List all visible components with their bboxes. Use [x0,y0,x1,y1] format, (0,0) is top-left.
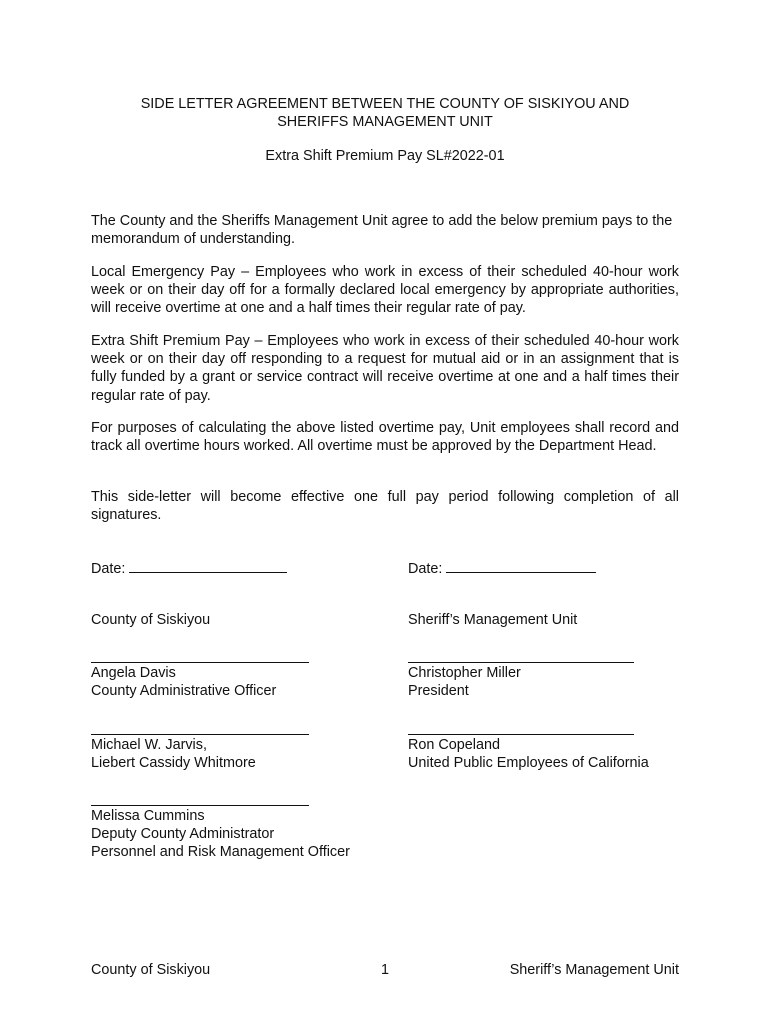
paragraph-overtime-tracking: For purposes of calculating the above listed overtime pay, Unit employees shall record and track all overtime hours worked. All overtime must be approved by the Department Head. [91,420,679,455]
right-date-field [408,558,596,578]
left-date-field [91,558,287,578]
signature-line [91,734,309,735]
paragraph-intro: The County and the Sheriffs Management Unit agree to add the below premium pays to the memorandum of understanding. [91,213,673,248]
signature-line [91,662,309,663]
signer-title: President [408,683,469,699]
title-line-1: SIDE LETTER AGREEMENT BETWEEN THE COUNTY OF SISKIYOU AND [140,96,630,112]
signer-name: Michael W. Jarvis, [91,737,207,753]
signer-name: Christopher Miller [408,665,521,681]
right-date-label: Date: [408,561,443,577]
signer-name: Angela Davis [91,665,176,681]
document-subtitle: Extra Shift Premium Pay SL#2022-01 [265,148,505,164]
signer-title: County Administrative Officer [91,683,277,699]
signer-title: Liebert Cassidy Whitmore [91,755,256,771]
right-date-blank [446,558,596,573]
signature-line [91,805,309,806]
paragraph-effective-date: This side-letter will become effective one full pay period following completion of all signatures. [91,489,679,524]
right-party-name: Sheriff’s Management Unit [408,612,578,628]
signature-line [408,662,634,663]
paragraph-extra-shift-premium-pay: Extra Shift Premium Pay – Employees who work in excess of their scheduled 40-hour work week or on their day off responding to a request for mutual aid or in an assignment that is fully funded by a grant or service contract will receive overtime at one and a half times their regular rate of pay. [91,333,679,404]
signer-title: United Public Employees of California [408,755,649,771]
left-date-label: Date: [91,561,126,577]
left-date-blank [129,558,287,573]
left-party-name: County of Siskiyou [91,612,211,628]
paragraph-local-emergency-pay: Local Emergency Pay – Employees who work in excess of their scheduled 40-hour work week or on their day off for a formally declared local emergency by appropriate authorities, will receive overtime at one and a half times their regular rate of pay. [91,264,679,317]
footer-right: Sheriff’s Management Unit [509,962,679,978]
signature-line [408,734,634,735]
signer-title: Deputy County Administrator [91,826,275,842]
document-title [0,95,770,131]
signer-name: Melissa Cummins [91,808,205,824]
page-number: 1 [381,962,390,978]
title-line-2: SHERIFFS MANAGEMENT UNIT [277,114,493,131]
footer-left: County of Siskiyou [91,962,211,978]
signer-title-2: Personnel and Risk Management Officer [91,844,350,860]
signer-name: Ron Copeland [408,737,501,753]
